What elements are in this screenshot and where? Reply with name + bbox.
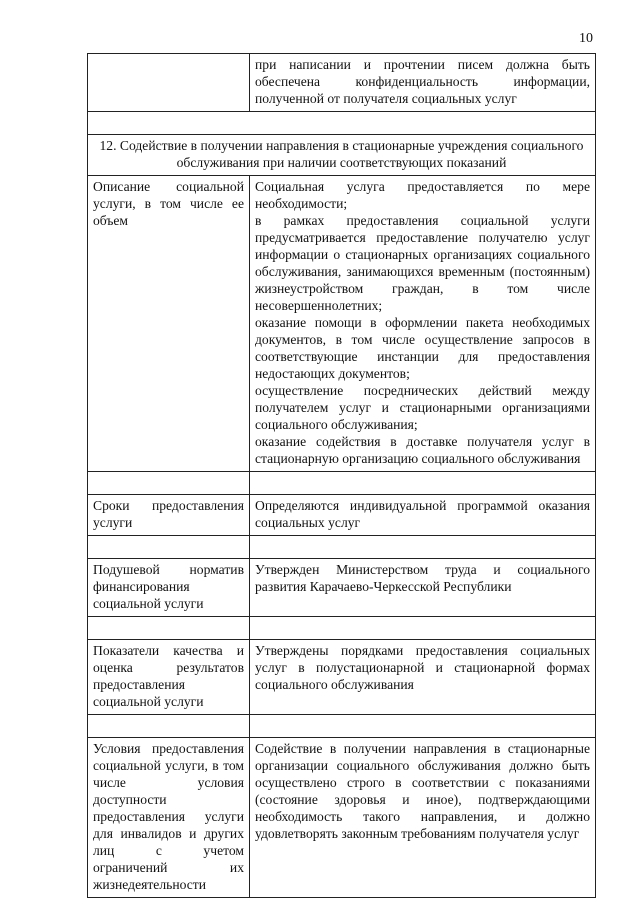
page-number: 10 — [579, 31, 593, 46]
row-value-financing: Утвержден Министерством труда и социального развития Карачаево-Черкесской Республики — [250, 559, 596, 617]
spacer-cell — [88, 536, 250, 559]
section-heading-row — [88, 135, 596, 176]
row-label-terms: Сроки предоставления услуги — [88, 495, 250, 536]
spacer-cell — [250, 715, 596, 738]
table-row — [88, 176, 596, 472]
row-value-description — [250, 176, 596, 472]
continuation-empty-cell — [88, 54, 250, 112]
spacer-row — [88, 112, 596, 135]
table-row — [88, 738, 596, 898]
spacer-cell — [250, 536, 596, 559]
row-label-financing: Подушевой норматив финансирования социальной услуги — [88, 559, 250, 617]
row-label-quality: Показатели качества и оценка результатов предоставления социальной услуги — [88, 640, 250, 715]
description-line: в рамках предоставления социальной услуги предусматривается предоставление получателю услуг информации о стационарных организациях социального обслуживания, занимающихся временным (постоянным) жизнеустройством граждан, в том числе несовершеннолетних; — [255, 213, 590, 313]
spacer-cell — [88, 112, 596, 135]
spacer-cell — [88, 715, 250, 738]
service-table — [87, 53, 596, 898]
row-label-conditions: Условия предоставления социальной услуги, в том числе условия доступности предоставления услуги для инвалидов и других лиц с учетом ограничений их жизнедеятельности — [88, 738, 250, 898]
continuation-row — [88, 54, 596, 112]
spacer-row — [88, 472, 596, 495]
description-line: осуществление посреднических действий между получателем услуг и стационарными организациями социального обслуживания; — [255, 383, 590, 432]
table-row — [88, 495, 596, 536]
continuation-text: при написании и прочтении писем должна быть обеспечена конфиденциальность информации, полученной от получателя социальных услуг — [250, 54, 596, 112]
description-line: оказание помощи в оформлении пакета необходимых документов, в том числе осуществление запросов в соответствующие инстанции для предоставления недостающих документов; — [255, 315, 590, 381]
row-value-quality: Утверждены порядками предоставления социальных услуг в полустационарной и стационарной формах социального обслуживания — [250, 640, 596, 715]
table-row — [88, 559, 596, 617]
spacer-row — [88, 617, 596, 640]
spacer-cell — [250, 617, 596, 640]
table-row — [88, 640, 596, 715]
spacer-cell — [88, 472, 250, 495]
spacer-cell — [88, 617, 250, 640]
row-value-conditions: Содействие в получении направления в стационарные организации социального обслуживания должно быть осуществлено строго в соответствии с показаниями (состояние здоровья и иное), подтверждающими необходимость такого направления, и должно удовлетворять законным требованиям получателя услуг — [250, 738, 596, 898]
description-line: оказание содействия в доставке получателя услуг в стационарную организацию социального обслуживания — [255, 434, 590, 466]
section-heading: 12. Содействие в получении направления в стационарные учреждения социального обслуживания при наличии соответствующих показаний — [88, 135, 596, 176]
row-value-terms: Определяются индивидуальной программой оказания социальных услуг — [250, 495, 596, 536]
row-label-description: Описание социальной услуги, в том числе ее объем — [88, 176, 250, 472]
spacer-row — [88, 715, 596, 738]
spacer-row — [88, 536, 596, 559]
spacer-cell — [250, 472, 596, 495]
description-line: Социальная услуга предоставляется по мере необходимости; — [255, 179, 590, 211]
